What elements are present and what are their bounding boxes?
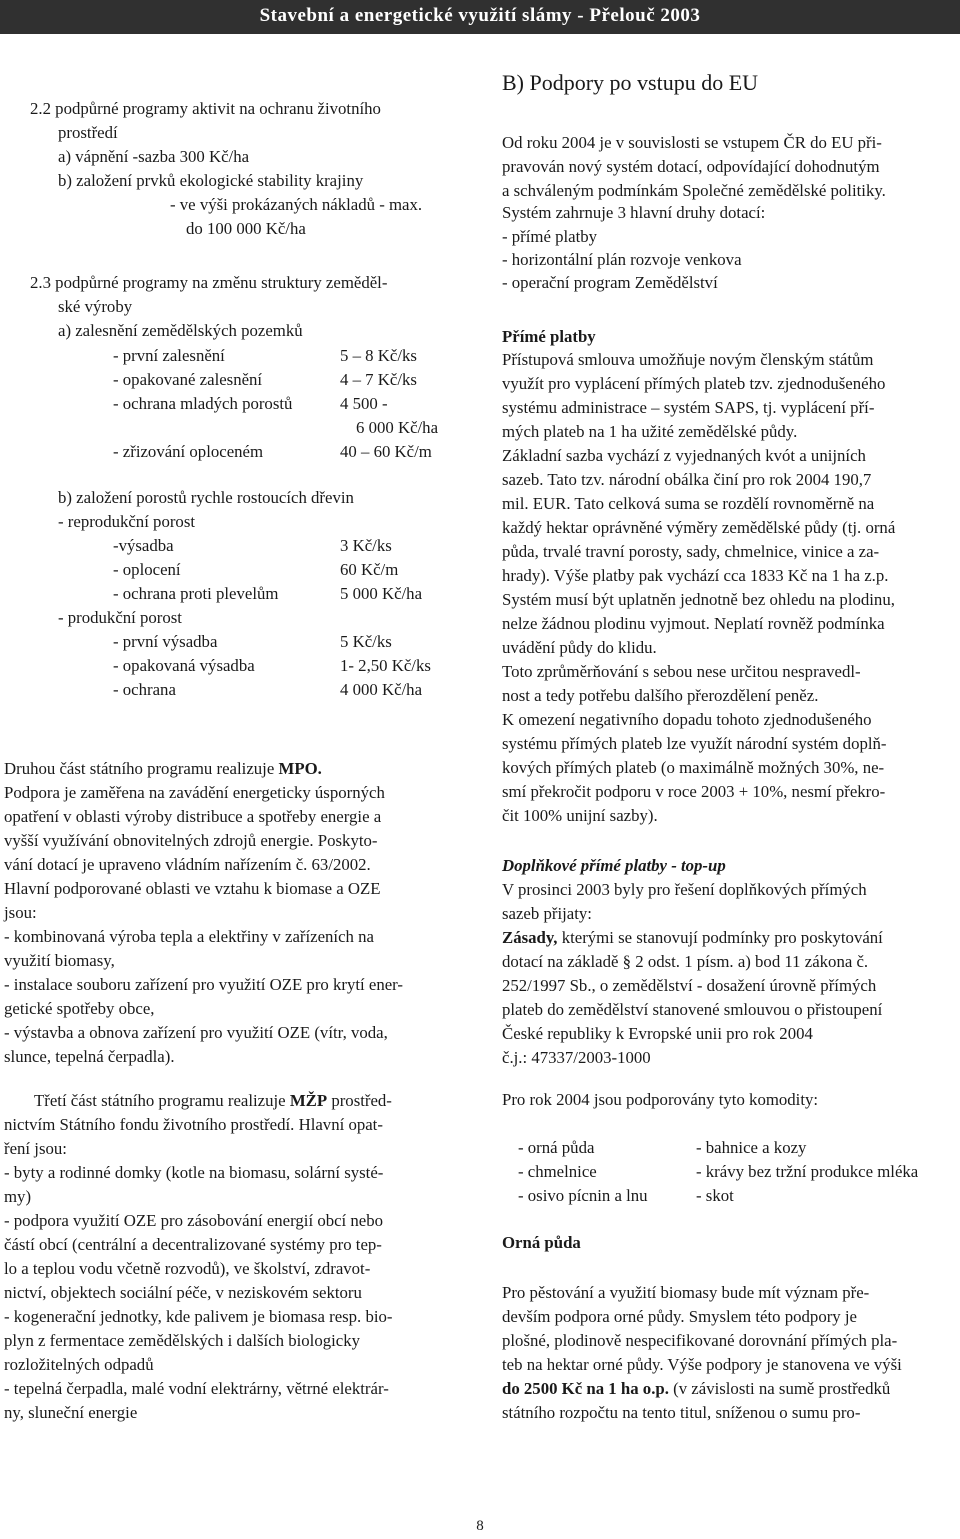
- mpo-line: opatření v oblasti výroby distribuce a spotřeby energie a: [4, 807, 382, 826]
- pb-row-value: 4 000 Kč/ha: [340, 680, 423, 699]
- p23-row-value: 40 – 60 Kč/m: [340, 442, 432, 461]
- mzp-line: nictví, objektech sociální péče, v neziskovém sektoru: [4, 1283, 362, 1302]
- komodity-b: - bahnice a kozy: [696, 1138, 807, 1157]
- p23-line: a) zalesnění zemědělských pozemků: [58, 321, 303, 340]
- komodity-b: - krávy bez tržní produkce mléka: [696, 1162, 919, 1181]
- prime-title: Přímé platby: [502, 327, 596, 346]
- pb-row-label: - ochrana proti plevelům: [113, 584, 279, 603]
- mpo-label: MPO.: [278, 759, 322, 778]
- prime-line: systému administrace – systém SAPS, tj. vyplácení pří-: [502, 398, 875, 417]
- mpo-item: - instalace souboru zařízení pro využití OZE pro krytí ener-: [4, 975, 404, 994]
- mzp-line: - tepelná čerpadla, malé vodní elektrárny, větrné elektrár-: [4, 1379, 389, 1398]
- pb-row-label: - oplocení: [113, 560, 181, 579]
- prime-line: čit 100% unijní sazby).: [502, 806, 658, 825]
- pb-line: - reprodukční porost: [58, 512, 196, 531]
- mpo-line: jsou:: [4, 903, 37, 922]
- p22-line: a) vápnění -sazba 300 Kč/ha: [58, 147, 250, 166]
- mzp-line: - podpora využití OZE pro zásobování energií obcí nebo: [4, 1211, 384, 1230]
- zasady-line: České republiky k Evropské unii pro rok 2004: [502, 1024, 813, 1043]
- mzp-text: prostřed-: [327, 1091, 392, 1110]
- p23-row-label: - zřizování oploceném: [113, 442, 264, 461]
- zasady-line: 252/1997 Sb., o zemědělství - dosažení úrovně přímých: [502, 976, 877, 995]
- topup-line: V prosinci 2003 byly pro řešení doplňkových přímých: [502, 880, 867, 899]
- mzp-line: plyn z fermentace zemědělských i dalších biologicky: [4, 1331, 361, 1350]
- prime-line: Systém musí být uplatněn jednotně bez ohledu na plodinu,: [502, 590, 895, 609]
- p23-row-value: 4 – 7 Kč/ks: [340, 370, 417, 389]
- mpo-line: Podpora je zaměřena na zavádění energeticky úsporných: [4, 783, 385, 802]
- pb-row-label: - první výsadba: [113, 632, 218, 651]
- pb-row-value: 3 Kč/ks: [340, 536, 392, 555]
- mzp-line: ření jsou:: [4, 1139, 67, 1158]
- prime-line: využít pro vyplácení přímých plateb tzv. zjednodušeného: [502, 374, 886, 393]
- komodity-a: - orná půda: [518, 1138, 595, 1157]
- pb-row-value: 5 000 Kč/ha: [340, 584, 423, 603]
- mpo-line: [4, 758, 322, 780]
- p23-row-value: 6 000 Kč/ha: [356, 418, 439, 437]
- intro-line: - operační program Zemědělství: [502, 273, 718, 292]
- mzp-line: nictvím Státního fondu životního prostředí. Hlavní opat-: [4, 1115, 383, 1134]
- prime-line: smí překročit podporu v roce 2003 + 10%, nesmí překro-: [502, 782, 886, 801]
- zasady-label: Zásady,: [502, 928, 558, 947]
- mzp-line: ny, sluneční energie: [4, 1403, 138, 1422]
- prime-line: každý hektar oprávněné výměry zemědělské půdy (tj. orná: [502, 518, 896, 537]
- intro-line: - přímé platby: [502, 227, 598, 246]
- prime-line: uvádění půdy do klidu.: [502, 638, 657, 657]
- orna-line: plošné, plodinově nespecifikované dorovnání přímých pla-: [502, 1331, 898, 1350]
- orna-text: (v závislosti na sumě prostředků: [668, 1379, 891, 1398]
- mzp-line: - byty a rodinné domky (kotle na biomasu, solární systé-: [4, 1163, 384, 1182]
- prime-line: nelze žádnou plodinu vyjmout. Neplatí rovněž podmínka: [502, 614, 885, 633]
- prime-line: půda, trvalé travní porosty, sady, chmelnice, vinice a za-: [502, 542, 880, 561]
- p23-row-label: - ochrana mladých porostů: [113, 394, 293, 413]
- mpo-line: vání dotací je upraveno vládním nařízením č. 63/2002.: [4, 855, 371, 874]
- p22-line: - ve výši prokázaných nákladů - max.: [170, 195, 423, 214]
- komodity-a: - chmelnice: [518, 1162, 597, 1181]
- prime-line: Přístupová smlouva umožňuje novým členským státům: [502, 350, 874, 369]
- komodity-intro: Pro rok 2004 jsou podporovány tyto komodity:: [502, 1090, 819, 1109]
- page-header: [0, 0, 960, 34]
- komodity-b: - skot: [696, 1186, 734, 1205]
- mpo-item: getické spotřeby obce,: [4, 999, 155, 1018]
- mpo-item: slunce, tepelná čerpadla).: [4, 1047, 175, 1066]
- orna-line: [502, 1378, 890, 1400]
- pb-line: - produkční porost: [58, 608, 182, 627]
- orna-title: Orná půda: [502, 1233, 581, 1252]
- pb-row-label: -výsadba: [113, 536, 174, 555]
- intro-line: a schváleným podmínkám Společné zemědělské politiky.: [502, 181, 886, 200]
- prime-line: kových přímých plateb (o maximálně možných 30%, ne-: [502, 758, 885, 777]
- p22-line: prostředí: [58, 123, 118, 142]
- mzp-line: - kogenerační jednotky, kde palivem je biomasa resp. bio-: [4, 1307, 393, 1326]
- mpo-item: využití biomasy,: [4, 951, 115, 970]
- intro-line: pravován nový systém dotací, odpovídající dohodnutým: [502, 157, 880, 176]
- prime-line: hrady). Výše platby pak vychází cca 1833 Kč na 1 ha z.p.: [502, 566, 889, 585]
- prime-line: Základní sazba vychází z vyjednaných kvót a unijních: [502, 446, 866, 465]
- zasady-line: plateb do zemědělství stanovené smlouvou o přistoupení: [502, 1000, 883, 1019]
- zasady-line: dotací na základě § 2 odst. 1 písm. a) bod 11 zákona č.: [502, 952, 869, 971]
- p23-line: 2.3 podpůrné programy na změnu struktury zeměděl-: [30, 273, 388, 292]
- mpo-line: Hlavní podporované oblasti ve vztahu k biomase a OZE: [4, 879, 381, 898]
- mzp-line: lo a teplou vodu včetně rozvodů), ve školství, zdravot-: [4, 1259, 371, 1278]
- pb-line: b) založení porostů rychle rostoucích dřevin: [58, 488, 354, 507]
- p23-row-label: - opakované zalesnění: [113, 370, 263, 389]
- zasady-line: č.j.: 47337/2003-1000: [502, 1048, 651, 1067]
- orna-line: státního rozpočtu na tento titul, sníženou o sumu pro-: [502, 1403, 861, 1422]
- mzp-line: částí obcí (centrální a decentralizované systémy pro tep-: [4, 1235, 382, 1254]
- mzp-line: [34, 1090, 392, 1112]
- p22-line: do 100 000 Kč/ha: [186, 219, 306, 238]
- prime-line: systému přímých plateb lze využít národní systém doplň-: [502, 734, 887, 753]
- orna-line: Pro pěstování a využití biomasy bude mít význam pře-: [502, 1283, 870, 1302]
- intro-line: Od roku 2004 je v souvislosti se vstupem ČR do EU při-: [502, 133, 882, 152]
- prime-line: mých plateb na 1 ha užité zemědělské půdy.: [502, 422, 798, 441]
- pb-row-value: 60 Kč/m: [340, 560, 399, 579]
- mzp-label: MŽP: [289, 1091, 328, 1110]
- zasady-text: kterými se stanovují podmínky pro poskytování: [557, 928, 883, 947]
- mzp-line: rozložitelných odpadů: [4, 1355, 154, 1374]
- intro-line: Systém zahrnuje 3 hlavní druhy dotací:: [502, 203, 766, 222]
- topup-line: sazeb přijaty:: [502, 904, 592, 923]
- p23-row-value: 4 500 -: [340, 394, 388, 413]
- komodity-a: - osivo pícnin a lnu: [518, 1186, 648, 1205]
- mpo-text: Druhou část státního programu realizuje: [4, 759, 279, 778]
- p22-line: 2.2 podpůrné programy aktivit na ochranu životního: [30, 99, 381, 118]
- p23-line: ské výroby: [58, 297, 133, 316]
- intro-line: - horizontální plán rozvoje venkova: [502, 250, 742, 269]
- mpo-line: vyšší využívání obnovitelných zdrojů energie. Poskyto-: [4, 831, 378, 850]
- prime-line: sazeb. Tato tzv. národní obálka činí pro rok 2004 190,7: [502, 470, 872, 489]
- pb-row-label: - opakovaná výsadba: [113, 656, 255, 675]
- page-number: 8: [476, 1518, 484, 1534]
- orna-highlight: do 2500 Kč na 1 ha o.p.: [502, 1379, 669, 1398]
- orna-line: teb na hektar orné půdy. Výše podpory je stanovena ve výši: [502, 1355, 902, 1374]
- prime-line: mil. EUR. Tato celková suma se rozdělí rovnoměrně na: [502, 494, 875, 513]
- pb-row-label: - ochrana: [113, 680, 176, 699]
- orna-line: devším podpora orné půdy. Smyslem této podpory je: [502, 1307, 857, 1326]
- p22-line: b) založení prvků ekologické stability krajiny: [58, 171, 364, 190]
- p23-row-label: - první zalesnění: [113, 346, 225, 365]
- p23-row-value: 5 – 8 Kč/ks: [340, 346, 417, 365]
- prime-line: K omezení negativního dopadu tohoto zjednodušeného: [502, 710, 872, 729]
- zasady-line: [502, 927, 883, 949]
- header-title: Stavební a energetické využití slámy - Přelouč 2003: [259, 5, 701, 26]
- mzp-line: my): [4, 1187, 32, 1206]
- topup-title: Doplňkové přímé platby - top-up: [502, 856, 726, 875]
- section-heading: B) Podpory po vstupu do EU: [502, 70, 759, 95]
- pb-row-value: 5 Kč/ks: [340, 632, 392, 651]
- mpo-item: - výstavba a obnova zařízení pro využití OZE (vítr, voda,: [4, 1023, 388, 1042]
- prime-line: Toto zprůměrňování s sebou nese určitou nespravedl-: [502, 662, 861, 681]
- mzp-text: Třetí část státního programu realizuje: [34, 1091, 290, 1110]
- pb-row-value: 1- 2,50 Kč/ks: [340, 656, 431, 675]
- prime-line: nost a tedy potřebu dalšího přerozdělení peněz.: [502, 686, 819, 705]
- mpo-item: - kombinovaná výroba tepla a elektřiny v zařízeních na: [4, 927, 374, 946]
